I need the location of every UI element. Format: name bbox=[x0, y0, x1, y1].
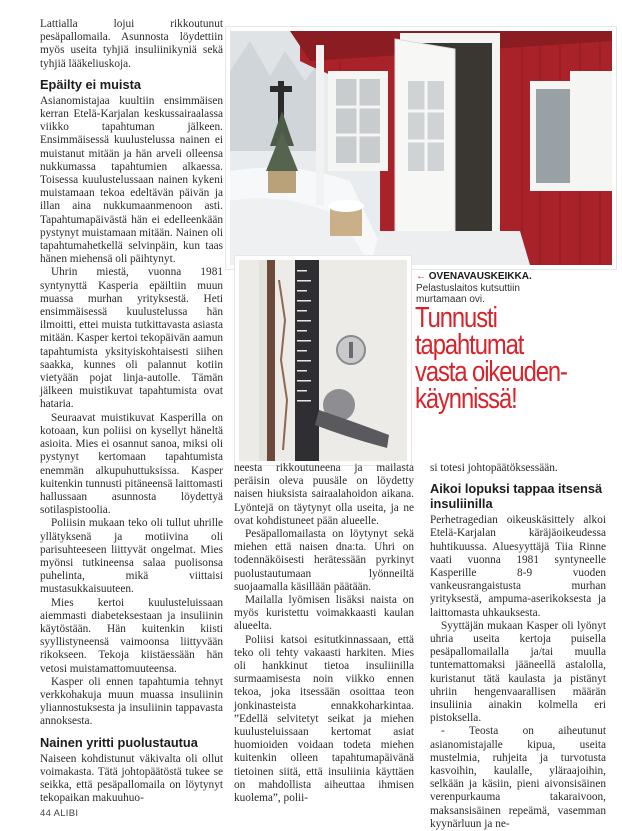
paragraph: Seuraavat muistikuvat Kasperilla on kotoaan, kun poliisi on kysellyt häneltä asioita. Mies ei osannut sanoa, miksi oli pystynyt kertomaan tapahtumista enemmän alkupuhuttuksissa. Kasper kuitenkin tunnusti pitäneensä laittomasti hallussaan asunnosta löydettyä sotilaspistoolia. bbox=[40, 411, 223, 517]
paragraph: Poliisin mukaan teko oli tullut uhrille yllätyksenä ja motiivina oli parisuhteeseen liittyvät ongelmat. Mies myönsi tutkineensa salaa puolisonsa puhelinta, mikä viittaisi mustasukkaisuuteen. bbox=[40, 517, 223, 596]
house-photo bbox=[226, 27, 616, 269]
pull-quote-line: vasta oikeuden- bbox=[415, 356, 567, 388]
pull-quote-line: käynnissä! bbox=[415, 383, 517, 415]
paragraph: - Teosta on aiheutunut asianomistajalle kipua, useita mustelmia, ruhjeita ja turvotusta kasvoihin, kaulalle, yläraajoihin, selkään ja käsiin, pieni aivonsisäinen verenpurkauma takaraivoon, maksansisäinen repeämä, vasemman kyynärluun ja ne- bbox=[430, 725, 606, 830]
paragraph: Uhrin miestä, vuonna 1981 syntynyttä Kasperia epäiltiin muun muassa murhan yrityksestä. Heti ensimmäisessä kuulustelussa hän ilmoitti, ettei muista tutkittavasta asiasta mitään. Kasper kertoi tekopäivän aamun tapahtumista yksityiskohtaisesti siihen saakka, kunnes oli palannut kotiin vietyään pojat linja-autolle. Tämän jälkeen muistikuvat tapahtumista ovat hataria. bbox=[40, 266, 223, 411]
paragraph: Poliisi katsoi esitutkinnassaan, että teko oli tehty vakaasti harkiten. Mies oli hankkinut tietoa insuliinilla surmaamisesta noin viikko ennen tekoa, joka itsessään osoittaa teon jonkinasteista ennakkoharkintaa. ”Edellä selvitetyt seikat ja miehen kuulusteluissaan kertomat asiat huomioiden voidaan todeta miehen kuitenkin olleen tapahtumapäivänä tietoinen siitä, että insuliinia käyttäen on mahdollista aiheuttaa ihmisen kuolema”, polii- bbox=[234, 633, 414, 805]
paragraph: Syyttäjän mukaan Kasper oli lyönyt uhria useita kertoja puisella pesäpallomailalla ja/tai muulla tuntemattomaksi jääneellä astalolla, kuristanut tätä kaulasta ja pistänyt uhriin hengenvaarallisen määrän insuliinia ainakin kolmella eri pistoksella. bbox=[430, 619, 606, 725]
photo-caption bbox=[416, 271, 606, 306]
article-column-2 bbox=[234, 462, 414, 805]
arrow-left-icon: ← bbox=[416, 271, 426, 282]
caption-text: Pelastuslaitos kutsuttiin bbox=[416, 282, 520, 294]
article-column-3 bbox=[430, 462, 606, 831]
paragraph: Asianomistajaa kuultiin ensimmäisen kerran Etelä-Karjalan keskussairaalassa viikko tapahtuman jälkeen. Ensimmäisessä kuulustelussa nainen ei muistanut mitään ja hän arveli olleensa nukkumassa tapahtumien alkaessa. Toisessa kuulustelussaan nainen kykeni muistamaan tekoa edeltävän päivän ja illan aina nukkumaanmenoon asti. Tapahtumapäivästä hän ei edelleenkään pystynyt muistamaan mitään. Nainen oli tapahtumahetkellä selvinpäin, kun taas hänen miehensä oli päihtynyt. bbox=[40, 94, 223, 266]
subheading: Nainen yritti puolustautua bbox=[40, 734, 198, 750]
page-footer: 44 ALIBI bbox=[40, 808, 79, 819]
paragraph: Pesäpallomailasta on löytynyt sekä miehen että naisen dna:ta. Uhri on todennäköisesti herätessään pyrkinyt puolustautumaan lyönneiltä suojaamalla käsillään päätään. bbox=[234, 528, 414, 593]
door-detail-photo bbox=[235, 256, 411, 465]
paragraph: Mailalla lyömisen lisäksi naista on myös kuristettu voimakkaasti kaulan alueelta. bbox=[234, 594, 414, 633]
subheading: Aikoi lopuksi tappaa itsensä insuliinilla bbox=[430, 481, 603, 512]
paragraph: si totesi johtopäätöksessään. bbox=[430, 462, 558, 474]
paragraph: Naiseen kohdistunut väkivalta oli ollut voimakasta. Tätä johtopäätöstä tukee se seikka, että pesäpallomaila on löytynyt tekopaikan makuuhuo- bbox=[40, 752, 223, 805]
paragraph: Lattialla lojui rikkoutunut pesäpallomaila. Asunnosta löydettiin myös useita tyhjiä insuliinikyniä sekä tyhjiä lääkeliuskoja. bbox=[40, 18, 223, 70]
pull-quote-line: Tunnusti bbox=[415, 302, 497, 334]
caption-text: murtamaan ovi. bbox=[416, 294, 485, 305]
article-column-1 bbox=[40, 18, 223, 805]
pull-quote-line: tapahtumat bbox=[415, 329, 524, 361]
subheading: Epäilty ei muista bbox=[40, 76, 141, 92]
paragraph: Mies kertoi kuulusteluissaan aiemmasti diabeteksestaan ja insuliinin käytöstään. Hän kuitenkin kiisti syyllistyneensä vaimoonsa liittyvään rikokseen. Tekoja kiistäessään hän vetosi muistamattomuuteensa. bbox=[40, 596, 223, 675]
paragraph: Kasper oli ennen tapahtumia tehnyt verkkohakuja muun muassa insuliinin yliannostuksesta ja insuliinin tappavasta annoksesta. bbox=[40, 675, 223, 728]
paragraph: Perhetragedian oikeuskäsittely alkoi Etelä-Karjalan käräjäoikeudessa huhtikuussa. Aluesyyttäjä Tiia Rinne vaati vuonna 1981 syntyneelle Kasperille 8-9 vuoden vankeusrangaistusta murhan yrityksestä, ampuma-aserikoksesta ja laittomasta uhkauksesta. bbox=[430, 514, 606, 619]
caption-title: OVENAVAUSKEIKKA. bbox=[428, 271, 532, 282]
paragraph: neesta rikkoutuneena ja mailasta peräisin oleva puusäle on löydetty naisen hiuksista sairaalahoidon aikana. Lyöntejä on täytynyt olla useita, ja ne ovat kohdistuneet pään alueelle. bbox=[234, 462, 414, 527]
pull-quote bbox=[415, 302, 579, 415]
